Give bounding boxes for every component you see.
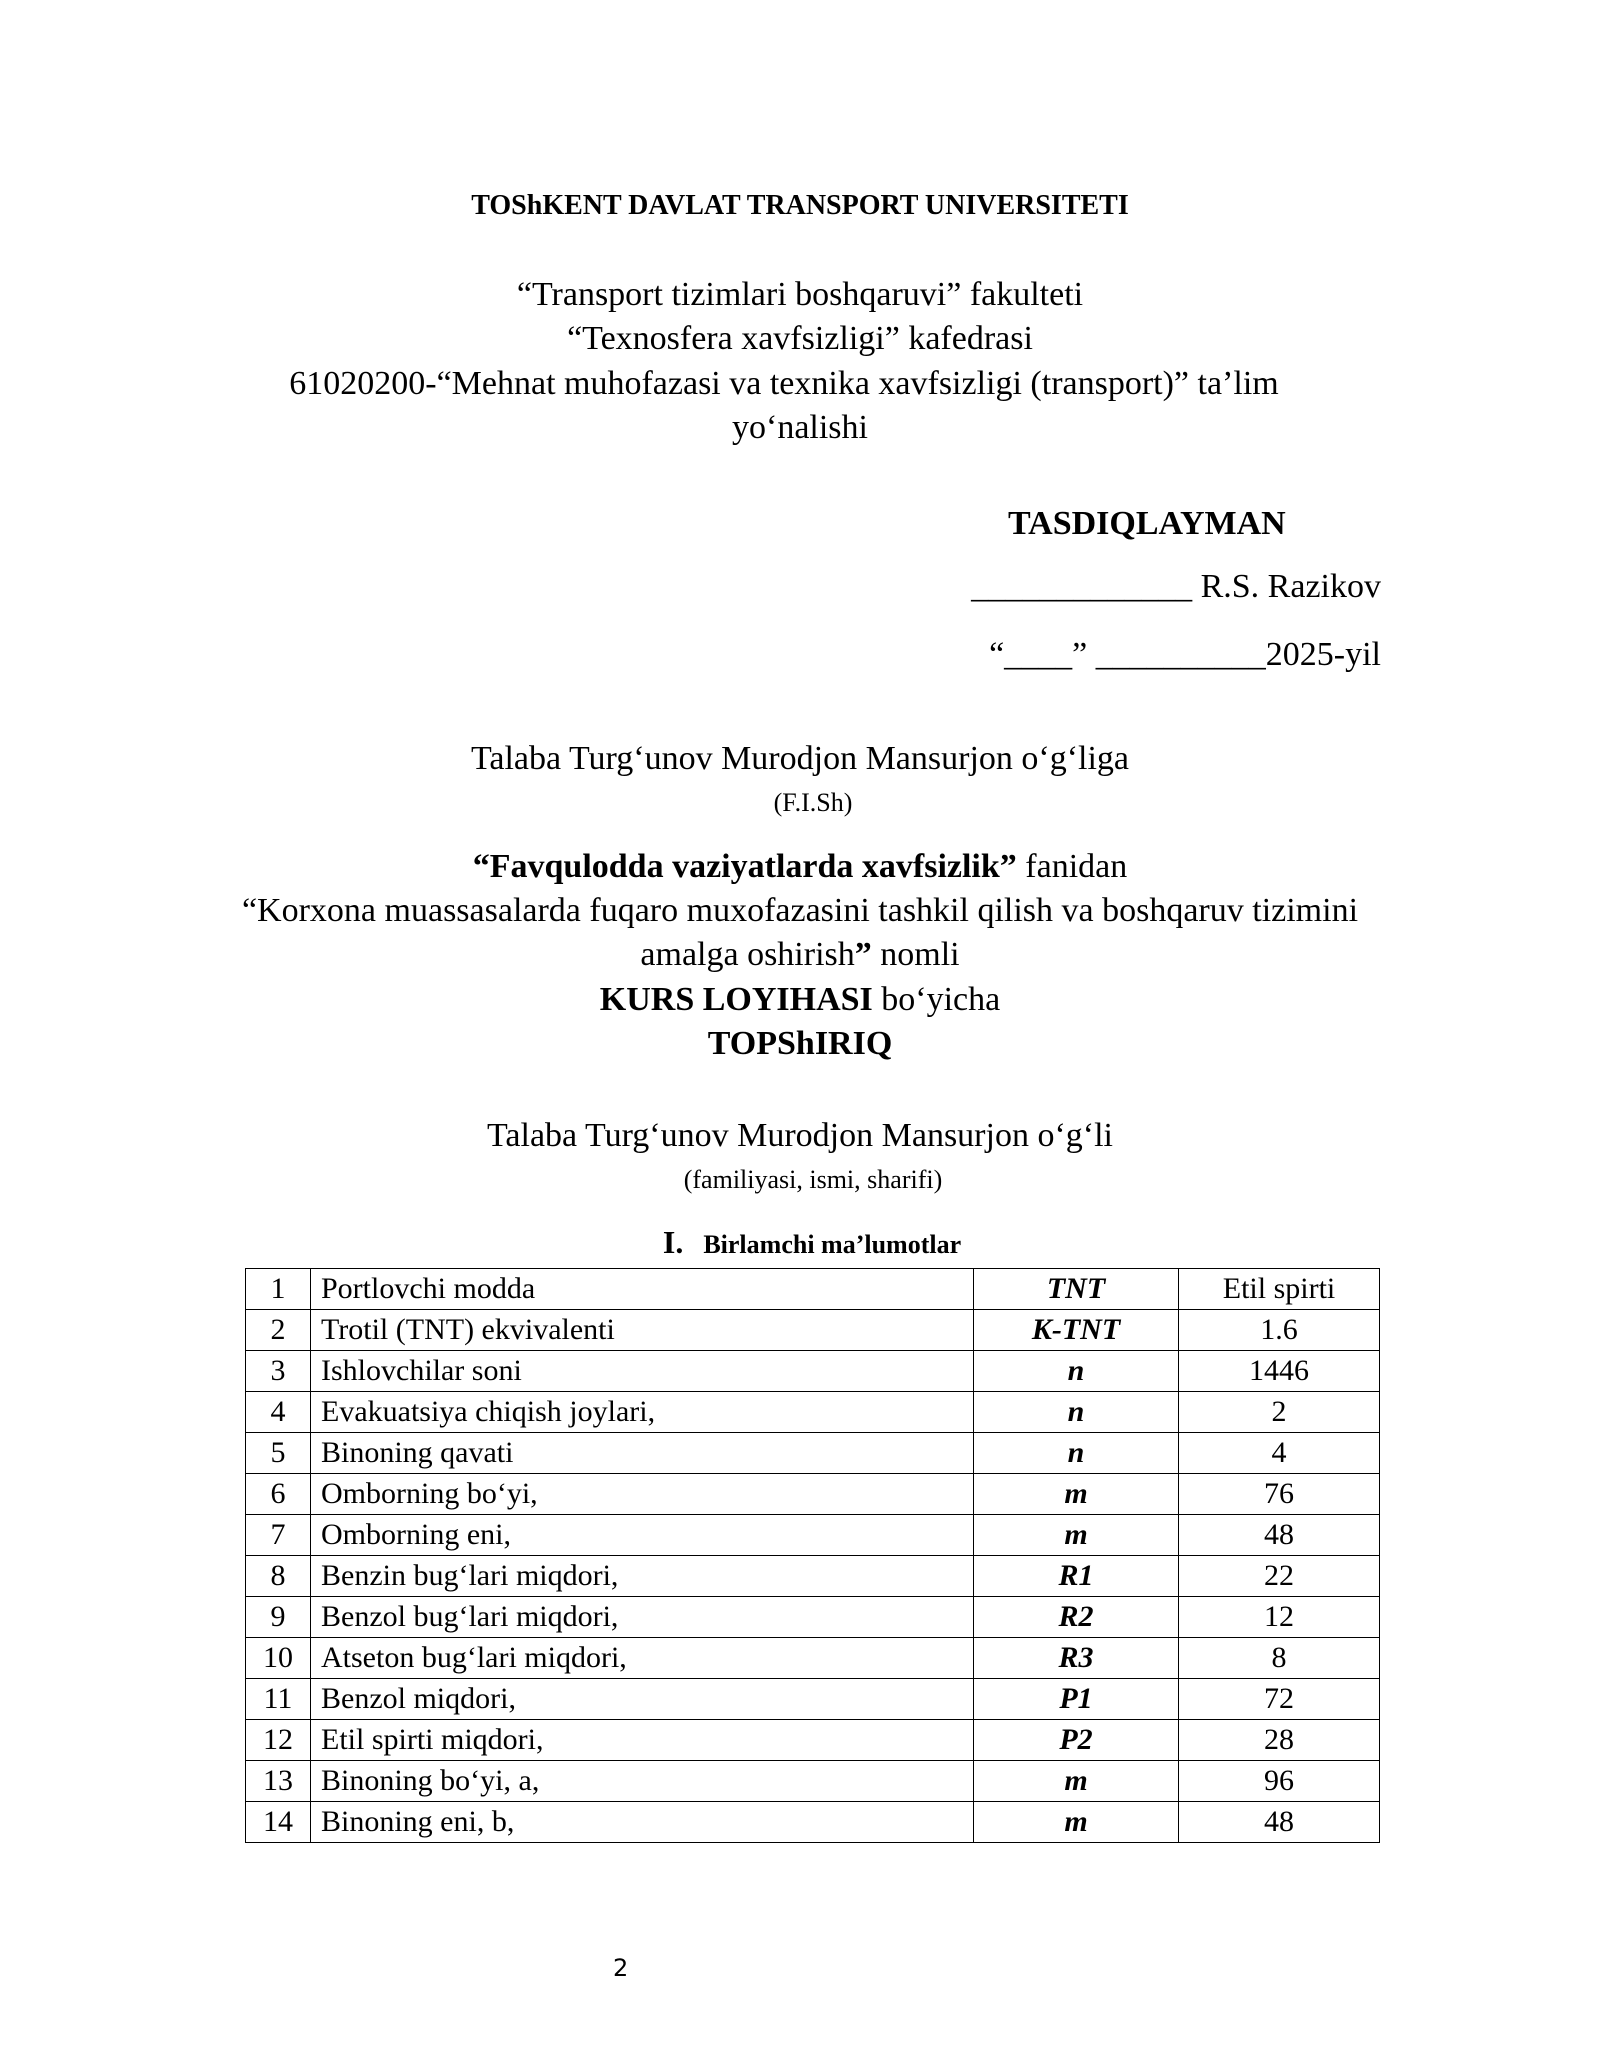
- parameter-symbol: R2: [974, 1597, 1179, 1638]
- parameter-name: Omborning bo‘yi,: [311, 1474, 974, 1515]
- table-row: [246, 1638, 1380, 1679]
- page-number: 2: [613, 1954, 629, 1982]
- section-number: I.: [662, 1224, 684, 1260]
- direction-line-2: yo‘nalishi: [732, 409, 868, 446]
- row-number: 8: [246, 1556, 311, 1597]
- parameter-symbol: m: [974, 1761, 1179, 1802]
- course-suffix: bo‘yicha: [872, 981, 1001, 1018]
- student-caption: (familiyasi, ismi, sharifi): [683, 1165, 943, 1194]
- table-row: [246, 1679, 1380, 1720]
- table-row: [246, 1802, 1380, 1843]
- row-number: 1: [246, 1269, 311, 1310]
- initial-data-table-body: [246, 1269, 1380, 1843]
- parameter-value: 22: [1179, 1556, 1380, 1597]
- table-row: [246, 1720, 1380, 1761]
- parameter-value: Etil spirti: [1179, 1269, 1380, 1310]
- parameter-value: 48: [1179, 1802, 1380, 1843]
- direction-line-1: 61020200-“Mehnat muhofazasi va texnika xavfsizligi (transport)” ta’lim: [289, 365, 1279, 402]
- university-title: TOShKENT DAVLAT TRANSPORT UNIVERSITETI: [471, 190, 1129, 221]
- student-line: Talaba Turg‘unov Murodjon Mansurjon o‘g‘li: [487, 1117, 1113, 1154]
- initial-data-table: [245, 1268, 1380, 1843]
- topic-line-2-suffix: nomli: [871, 936, 960, 973]
- table-row: [246, 1761, 1380, 1802]
- parameter-name: Ishlovchilar soni: [311, 1351, 974, 1392]
- parameter-symbol: m: [974, 1802, 1179, 1843]
- parameter-name: Omborning eni,: [311, 1515, 974, 1556]
- row-number: 14: [246, 1802, 311, 1843]
- course-name: KURS LOYIHASI: [599, 981, 873, 1018]
- task-title: TOPShIRIQ: [707, 1025, 893, 1062]
- parameter-value: 4: [1179, 1433, 1380, 1474]
- course-line: [0, 981, 1600, 1019]
- student-recipient-line: Talaba Turg‘unov Murodjon Mansurjon o‘g‘liga: [470, 740, 1130, 777]
- parameter-name: Portlovchi modda: [311, 1269, 974, 1310]
- approval-signature-line: _____________ R.S. Razikov: [971, 568, 1381, 605]
- parameter-name: Benzol miqdori,: [311, 1679, 974, 1720]
- topic-line-2-quote: ”: [854, 936, 872, 973]
- table-row: [246, 1515, 1380, 1556]
- subject-line: [0, 848, 1600, 886]
- parameter-value: 1.6: [1179, 1310, 1380, 1351]
- section-title: Birlamchi ma’lumotlar: [703, 1230, 962, 1259]
- parameter-symbol: n: [974, 1392, 1179, 1433]
- table-row: [246, 1474, 1380, 1515]
- parameter-symbol: n: [974, 1351, 1179, 1392]
- parameter-name: Benzin bug‘lari miqdori,: [311, 1556, 974, 1597]
- parameter-symbol: R1: [974, 1556, 1179, 1597]
- row-number: 13: [246, 1761, 311, 1802]
- parameter-name: Trotil (TNT) ekvivalenti: [311, 1310, 974, 1351]
- topic-line-2: [0, 936, 1600, 974]
- parameter-symbol: P2: [974, 1720, 1179, 1761]
- parameter-value: 76: [1179, 1474, 1380, 1515]
- parameter-value: 96: [1179, 1761, 1380, 1802]
- table-row: [246, 1433, 1380, 1474]
- table-row: [246, 1556, 1380, 1597]
- subject-suffix: fanidan: [1016, 848, 1128, 885]
- row-number: 7: [246, 1515, 311, 1556]
- parameter-symbol: K-TNT: [974, 1310, 1179, 1351]
- row-number: 9: [246, 1597, 311, 1638]
- subject-name: “Favqulodda vaziyatlarda xavfsizlik”: [472, 848, 1017, 885]
- section-heading: [12, 1224, 1600, 1261]
- parameter-value: 8: [1179, 1638, 1380, 1679]
- parameter-value: 72: [1179, 1679, 1380, 1720]
- parameter-name: Binoning bo‘yi, a,: [311, 1761, 974, 1802]
- row-number: 3: [246, 1351, 311, 1392]
- row-number: 10: [246, 1638, 311, 1679]
- table-row: [246, 1310, 1380, 1351]
- parameter-name: Binoning qavati: [311, 1433, 974, 1474]
- department-line: “Texnosfera xavfsizligi” kafedrasi: [567, 320, 1033, 357]
- table-row: [246, 1392, 1380, 1433]
- topic-line-2-text: amalga oshirish: [640, 936, 855, 973]
- parameter-symbol: n: [974, 1433, 1179, 1474]
- parameter-name: Atseton bug‘lari miqdori,: [311, 1638, 974, 1679]
- row-number: 4: [246, 1392, 311, 1433]
- row-number: 5: [246, 1433, 311, 1474]
- parameter-symbol: TNT: [974, 1269, 1179, 1310]
- table-row: [246, 1351, 1380, 1392]
- parameter-value: 48: [1179, 1515, 1380, 1556]
- approval-title: TASDIQLAYMAN: [1008, 505, 1286, 542]
- parameter-value: 12: [1179, 1597, 1380, 1638]
- parameter-name: Binoning eni, b,: [311, 1802, 974, 1843]
- parameter-symbol: P1: [974, 1679, 1179, 1720]
- faculty-line: “Transport tizimlari boshqaruvi” fakulteti: [516, 276, 1084, 313]
- table-row: [246, 1269, 1380, 1310]
- parameter-name: Evakuatsiya chiqish joylari,: [311, 1392, 974, 1433]
- topic-line-1: “Korxona muassasalarda fuqaro muxofazasini tashkil qilish va boshqaruv tizimini: [241, 892, 1359, 929]
- row-number: 11: [246, 1679, 311, 1720]
- parameter-name: Benzol bug‘lari miqdori,: [311, 1597, 974, 1638]
- parameter-symbol: m: [974, 1515, 1179, 1556]
- parameter-value: 1446: [1179, 1351, 1380, 1392]
- parameter-name: Etil spirti miqdori,: [311, 1720, 974, 1761]
- row-number: 12: [246, 1720, 311, 1761]
- parameter-value: 28: [1179, 1720, 1380, 1761]
- parameter-symbol: R3: [974, 1638, 1179, 1679]
- table-row: [246, 1597, 1380, 1638]
- approval-date-line: “____” __________2025-yil: [989, 636, 1381, 673]
- parameter-symbol: m: [974, 1474, 1179, 1515]
- row-number: 6: [246, 1474, 311, 1515]
- row-number: 2: [246, 1310, 311, 1351]
- parameter-value: 2: [1179, 1392, 1380, 1433]
- student-recipient-caption: (F.I.Sh): [773, 788, 853, 817]
